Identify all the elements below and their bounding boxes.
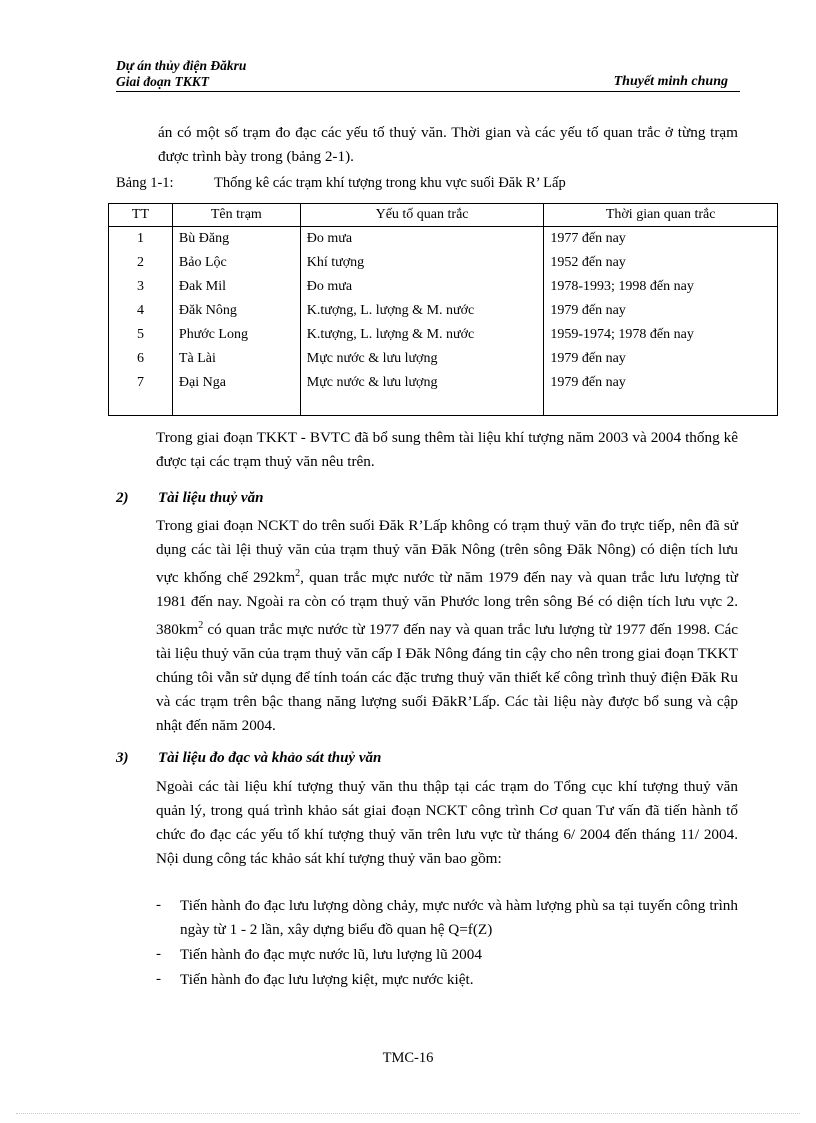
cell-observation-period: 1979 đến nay: [544, 371, 778, 395]
project-stage: Giai đoạn TKKT: [116, 74, 210, 89]
superscript: 2: [295, 568, 301, 579]
section-2-body-a: Trong giai đoạn NCKT do trên suối Đăk R’Lấp không có trạm thuỷ văn đo trực tiếp, nên đã sử dụng các tài lệi thuỷ văn của trạm thuỷ văn Đăk Nông (trên sông Đăk Nông) có diện tích lưu vực khống chế 292km: [156, 517, 738, 587]
bullet-dash: -: [156, 897, 161, 913]
cell-observed-factor: Đo mưa: [300, 227, 544, 252]
cell-observed-factor: Khí tượng: [300, 251, 544, 275]
bullet-item: Tiến hành đo đạc mực nước lũ, lưu lượng lũ 2004: [180, 946, 482, 963]
cell-tt: 7: [109, 371, 173, 395]
cell-tt: 3: [109, 275, 173, 299]
section-2-body-c: có quan trắc mực nước từ 1977 đến nay và quan trắc lưu lượng từ 1977 đến 1998. Các tài liệu thuỷ văn của trạm thuỷ văn cấp I Đăk Nông đáng tin cậy cho nên trong giai đoạn TKKT chúng tôi vẫn sử dụng để tính toán các đặc trưng thuỷ văn thiết kế công trình thuỷ điện Đăk Ru và các trạm trên bậc thang năng lượng suối ĐăkR’Lấp. Các tài liệu này được bổ sung và cập nhật đến năm 2004.: [156, 621, 738, 735]
document-type: Thuyết minh chung: [613, 74, 728, 89]
table-row: [109, 299, 778, 323]
table-row: [109, 347, 778, 371]
header-observation-period: Thời gian quan trắc: [544, 204, 778, 227]
cell-observation-period: 1978-1993; 1998 đến nay: [544, 275, 778, 299]
cell-station-name: Đại Nga: [172, 371, 300, 395]
cell-station-name: Bù Đăng: [172, 227, 300, 252]
cell-observation-period: 1959-1974; 1978 đến nay: [544, 323, 778, 347]
bullet-dash: -: [156, 946, 161, 962]
table-number: Bảng 1-1:: [116, 175, 174, 191]
section-3-title: Tài liệu đo đạc và khảo sát thuỷ văn: [158, 750, 382, 766]
table-row: [109, 371, 778, 395]
table-empty-row: [109, 395, 778, 416]
section-2-body-b: , quan trắc mực nước từ năm 1979 đến nay và quan trắc lưu lượng từ 1981 đến nay. Ngoài ra còn có trạm thuỷ văn Phước long trên sông Bé có diện tích lưu vực 2. 380km: [156, 569, 738, 639]
section-2-body: [156, 514, 738, 738]
bullet-item: Tiến hành đo đạc lưu lượng dòng chảy, mực nước và hàm lượng phù sa tại tuyến công trình ngày từ 1 - 2 lần, xây dựng biểu đồ quan hệ Q=f(Z): [180, 897, 738, 938]
cell-tt: 6: [109, 347, 173, 371]
cell-station-name: Đak Mil: [172, 275, 300, 299]
cell-tt: 2: [109, 251, 173, 275]
cell-station-name: Phước Long: [172, 323, 300, 347]
section-3-body: Ngoài các tài liệu khí tượng thuỷ văn thu thập tại các trạm do Tổng cục khí tượng thuỷ văn quản lý, trong quá trình khảo sát giai đoạn NCKT công trình Cơ quan Tư vấn đã tiến hành tổ chức đo đạc các yếu tố khí tượng thuỷ văn trên lưu vực từ tháng 6/ 2004 đến tháng 11/ 2004. Nội dung công tác khảo sát khí tượng thuỷ văn bao gồm:: [156, 778, 738, 867]
table-row: [109, 323, 778, 347]
page-number: TMC-16: [382, 1050, 434, 1066]
superscript: 2: [198, 620, 204, 632]
intro-paragraph: án có một số trạm đo đạc các yếu tố thuỷ văn. Thời gian và các yếu tố quan trắc ở từng trạm được trình bày trong (bảng 2-1).: [158, 124, 738, 165]
header-station-name: Tên trạm: [172, 204, 300, 227]
stations-table: [108, 203, 778, 416]
table-header-row: [109, 204, 778, 227]
section-3-number: 3): [116, 750, 129, 766]
table-title: Thống kê các trạm khí tượng trong khu vực suối Đăk R’ Lấp: [214, 175, 566, 191]
cell-tt: 4: [109, 299, 173, 323]
cell-observation-period: 1952 đến nay: [544, 251, 778, 275]
cell-observation-period: 1977 đến nay: [544, 227, 778, 252]
cell-tt: 5: [109, 323, 173, 347]
bullet-dash: -: [156, 971, 161, 987]
cell-observation-period: 1979 đến nay: [544, 347, 778, 371]
running-header-left: [116, 58, 246, 90]
cell-station-name: Bảo Lộc: [172, 251, 300, 275]
table-caption: [116, 174, 736, 192]
table-row: [109, 227, 778, 252]
project-name: Dự án thủy điện Đăkru: [116, 58, 247, 73]
cell-observed-factor: Mực nước & lưu lượng: [300, 371, 544, 395]
cell-station-name: Đăk Nông: [172, 299, 300, 323]
cell-observed-factor: Đo mưa: [300, 275, 544, 299]
cell-observed-factor: Mực nước & lưu lượng: [300, 347, 544, 371]
header-observed-factor: Yếu tố quan trắc: [300, 204, 544, 227]
cell-tt: 1: [109, 227, 173, 252]
supplement-paragraph: Trong giai đoạn TKKT - BVTC đã bổ sung thêm tài liệu khí tượng năm 2003 và 2004 thống kê được tại các trạm thuỷ văn nêu trên.: [156, 429, 738, 470]
cell-observation-period: 1979 đến nay: [544, 299, 778, 323]
table-row: [109, 275, 778, 299]
cell-observed-factor: K.tượng, L. lượng & M. nước: [300, 323, 544, 347]
cell-observed-factor: K.tượng, L. lượng & M. nước: [300, 299, 544, 323]
header-divider: [116, 91, 740, 92]
header-tt: TT: [109, 204, 173, 227]
section-2-title: Tài liệu thuỷ văn: [158, 490, 264, 506]
page-boundary: [16, 1113, 800, 1114]
section-2-number: 2): [116, 490, 129, 506]
bullet-item: Tiến hành đo đạc lưu lượng kiệt, mực nước kiệt.: [180, 971, 474, 988]
cell-station-name: Tà Lài: [172, 347, 300, 371]
table-row: [109, 251, 778, 275]
